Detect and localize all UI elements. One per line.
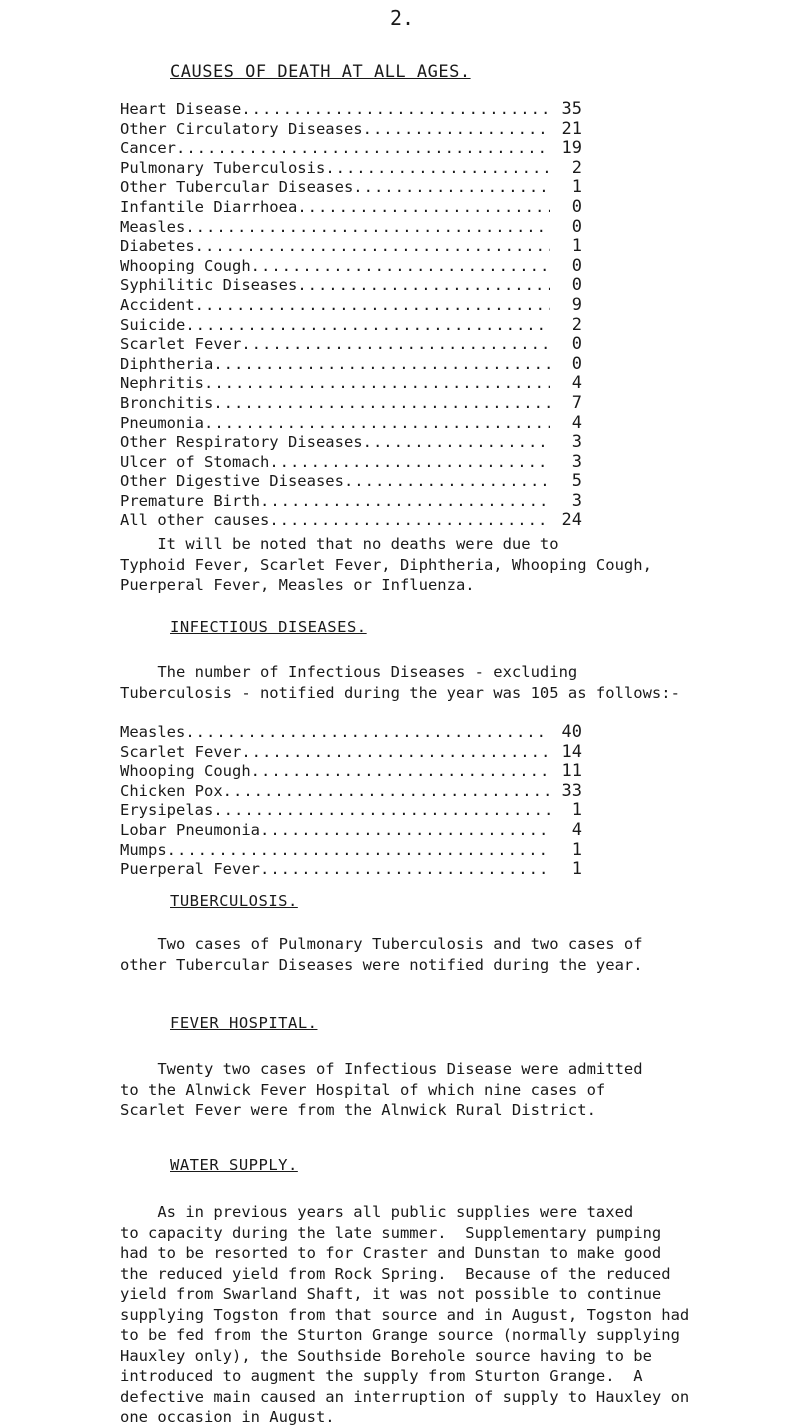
- dot-leader: [363, 120, 550, 140]
- dot-leader: [185, 723, 550, 743]
- dot-leader: [363, 433, 550, 453]
- cause-row: [120, 100, 582, 120]
- cause-row: [120, 374, 582, 394]
- tuberculosis-text: [120, 934, 643, 975]
- cause-row: [120, 276, 582, 296]
- dot-leader: [223, 782, 550, 802]
- tuberculosis-line-2: other Tubercular Diseases were notified during the year.: [120, 955, 643, 974]
- water-supply-line-4: the reduced yield from Rock Spring. Because of the reduced: [120, 1264, 671, 1283]
- disease-row-value: 40: [561, 723, 582, 742]
- dot-leader: [241, 743, 550, 763]
- cause-row: [120, 218, 582, 238]
- cause-row-label: Suicide: [120, 315, 186, 334]
- disease-row: [120, 723, 582, 743]
- cause-row-value: 0: [571, 335, 582, 355]
- cause-row-value: 24: [561, 511, 582, 531]
- cause-row-label: Ulcer of Stomach: [120, 452, 270, 471]
- cause-row-value: 0: [571, 217, 582, 237]
- dot-leader: [185, 218, 550, 238]
- disease-row-value: 1: [571, 860, 582, 880]
- cause-row-label: Diphtheria: [120, 354, 214, 373]
- disease-row-label: Mumps: [120, 840, 167, 859]
- disease-row: [120, 860, 582, 880]
- cause-row-value: 21: [561, 119, 582, 139]
- cause-row-label: Syphilitic Diseases: [120, 276, 298, 295]
- water-supply-line-6: supplying Togston from that source and in August, Togston had: [120, 1305, 690, 1324]
- cause-row-value: 2: [571, 158, 582, 178]
- tuberculosis-heading: TUBERCULOSIS.: [170, 892, 298, 910]
- cause-row-value: 4: [571, 413, 582, 433]
- dot-leader: [353, 178, 550, 198]
- water-supply-text: [120, 1202, 689, 1428]
- note-line-1: It will be noted that no deaths were due to: [120, 535, 559, 553]
- cause-row-value: 3: [571, 433, 582, 453]
- fever-hospital-text: [120, 1059, 643, 1121]
- cause-row-label: Other Tubercular Diseases: [120, 178, 354, 197]
- cause-row-value: 0: [571, 354, 582, 374]
- dot-leader: [167, 841, 550, 861]
- cause-row: [120, 335, 582, 355]
- cause-row-label: Whooping Cough: [120, 256, 251, 275]
- water-supply-line-9: introduced to augment the supply from Sturton Grange. A: [120, 1367, 643, 1385]
- dot-leader: [195, 237, 550, 257]
- disease-row-label: Chicken Pox: [120, 781, 223, 800]
- dot-leader: [297, 198, 550, 218]
- cause-row: [120, 433, 582, 453]
- disease-row-label: Whooping Cough: [120, 762, 251, 781]
- cause-row-label: All other causes: [120, 511, 270, 530]
- disease-row-value: 1: [571, 801, 582, 821]
- water-supply-heading: WATER SUPPLY.: [170, 1156, 298, 1174]
- cause-row: [120, 159, 582, 179]
- cause-row: [120, 120, 582, 140]
- causes-note: [120, 534, 652, 596]
- infectious-intro: [120, 662, 680, 703]
- dot-leader: [297, 276, 550, 296]
- cause-row-label: Bronchitis: [120, 393, 214, 412]
- cause-row-value: 0: [571, 256, 582, 276]
- infectious-intro-line-1: The number of Infectious Diseases - excluding: [120, 663, 578, 681]
- water-supply-line-2: to capacity during the late summer. Supplementary pumping: [120, 1223, 662, 1242]
- dot-leader: [195, 296, 550, 316]
- dot-leader: [204, 374, 550, 394]
- cause-row: [120, 139, 582, 159]
- cause-row-value: 3: [571, 452, 582, 472]
- cause-row-label: Nephritis: [120, 374, 204, 393]
- note-line-3: Puerperal Fever, Measles or Influenza.: [120, 576, 475, 594]
- cause-row: [120, 296, 582, 316]
- cause-row: [120, 198, 582, 218]
- water-supply-line-8: Hauxley only), the Southside Borehole source having to be: [120, 1346, 652, 1365]
- cause-row: [120, 511, 582, 531]
- water-supply-line-5: yield from Swarland Shaft, it was not possible to continue: [120, 1285, 662, 1303]
- cause-row: [120, 472, 582, 492]
- disease-row-value: 1: [571, 840, 582, 860]
- cause-row-value: 7: [571, 393, 582, 413]
- disease-row-label: Erysipelas: [120, 801, 214, 820]
- dot-leader: [213, 394, 550, 414]
- dot-leader: [260, 492, 550, 512]
- cause-row-label: Accident: [120, 295, 195, 314]
- disease-row-value: 11: [561, 762, 582, 782]
- fever-hospital-line-1: Twenty two cases of Infectious Disease were admitted: [120, 1060, 643, 1078]
- disease-row: [120, 762, 582, 782]
- note-line-2: Typhoid Fever, Scarlet Fever, Diphtheria, Whooping Cough,: [120, 555, 652, 574]
- cause-row-label: Cancer: [120, 139, 176, 158]
- dot-leader: [251, 762, 550, 782]
- dot-leader: [213, 355, 550, 375]
- cause-row-value: 1: [571, 178, 582, 198]
- disease-row-value: 33: [561, 781, 582, 801]
- infectious-heading: INFECTIOUS DISEASES.: [170, 618, 367, 636]
- cause-row-label: Heart Disease: [120, 100, 242, 118]
- cause-row-value: 1: [571, 237, 582, 257]
- cause-row: [120, 257, 582, 277]
- dot-leader: [185, 316, 550, 336]
- causes-of-death-table: [120, 100, 582, 531]
- cause-row: [120, 237, 582, 257]
- disease-row-label: Puerperal Fever: [120, 860, 260, 879]
- cause-row: [120, 394, 582, 414]
- disease-row: [120, 841, 582, 861]
- infectious-intro-line-2: Tuberculosis - notified during the year was 105 as follows:-: [120, 683, 680, 702]
- water-supply-line-1: As in previous years all public supplies were taxed: [120, 1203, 634, 1221]
- dot-leader: [241, 335, 550, 355]
- cause-row: [120, 453, 582, 473]
- water-supply-line-10: defective main caused an interruption of supply to Hauxley on: [120, 1387, 690, 1406]
- disease-row: [120, 801, 582, 821]
- dot-leader: [269, 453, 550, 473]
- dot-leader: [176, 139, 550, 159]
- cause-row-label: Pneumonia: [120, 413, 204, 432]
- cause-row-value: 3: [571, 491, 582, 511]
- cause-row-value: 4: [571, 374, 582, 394]
- cause-row-label: Infantile Diarrhoea: [120, 197, 298, 216]
- cause-row-value: 0: [571, 197, 582, 217]
- cause-row: [120, 178, 582, 198]
- disease-row-label: Lobar Pneumonia: [120, 820, 260, 839]
- disease-row-label: Scarlet Fever: [120, 742, 242, 761]
- cause-row-value: 2: [571, 315, 582, 335]
- cause-row-value: 5: [571, 472, 582, 492]
- disease-row: [120, 782, 582, 802]
- water-supply-line-11: one occasion in August.: [120, 1408, 335, 1426]
- dot-leader: [269, 511, 550, 531]
- cause-row-label: Diabetes: [120, 237, 195, 256]
- cause-row-label: Pulmonary Tuberculosis: [120, 158, 326, 177]
- fever-hospital-line-3: Scarlet Fever were from the Alnwick Rural District.: [120, 1101, 596, 1119]
- cause-row-value: 19: [561, 139, 582, 159]
- cause-row-label: Premature Birth: [120, 491, 260, 510]
- disease-row-value: 4: [571, 820, 582, 840]
- disease-row-label: Measles: [120, 723, 186, 741]
- cause-row-label: Other Respiratory Diseases: [120, 433, 363, 452]
- cause-row: [120, 316, 582, 336]
- infectious-diseases-table: [120, 723, 582, 880]
- cause-row-label: Other Digestive Diseases: [120, 472, 344, 491]
- tuberculosis-line-1: Two cases of Pulmonary Tuberculosis and two cases of: [120, 935, 643, 953]
- cause-row-label: Scarlet Fever: [120, 335, 242, 354]
- disease-row-value: 14: [561, 742, 582, 762]
- dot-leader: [325, 159, 550, 179]
- cause-row: [120, 355, 582, 375]
- cause-row-value: 0: [571, 276, 582, 296]
- dot-leader: [204, 414, 550, 434]
- dot-leader: [344, 472, 550, 492]
- dot-leader: [213, 801, 550, 821]
- water-supply-line-3: had to be resorted to for Craster and Dunstan to make good: [120, 1244, 662, 1262]
- dot-leader: [260, 860, 550, 880]
- cause-row: [120, 414, 582, 434]
- fever-hospital-line-2: to the Alnwick Fever Hospital of which nine cases of: [120, 1080, 606, 1099]
- dot-leader: [251, 257, 550, 277]
- cause-row-value: 35: [561, 100, 582, 119]
- water-supply-line-7: to be fed from the Sturton Grange source (normally supplying: [120, 1326, 680, 1344]
- cause-row-label: Other Circulatory Diseases: [120, 119, 363, 138]
- dot-leader: [241, 100, 550, 120]
- page-number: 2.: [390, 6, 415, 30]
- dot-leader: [260, 821, 550, 841]
- disease-row: [120, 743, 582, 763]
- cause-row-label: Measles: [120, 217, 186, 236]
- fever-hospital-heading: FEVER HOSPITAL.: [170, 1014, 318, 1032]
- causes-heading: CAUSES OF DEATH AT ALL AGES.: [170, 62, 471, 82]
- cause-row-value: 9: [571, 295, 582, 315]
- cause-row: [120, 492, 582, 512]
- disease-row: [120, 821, 582, 841]
